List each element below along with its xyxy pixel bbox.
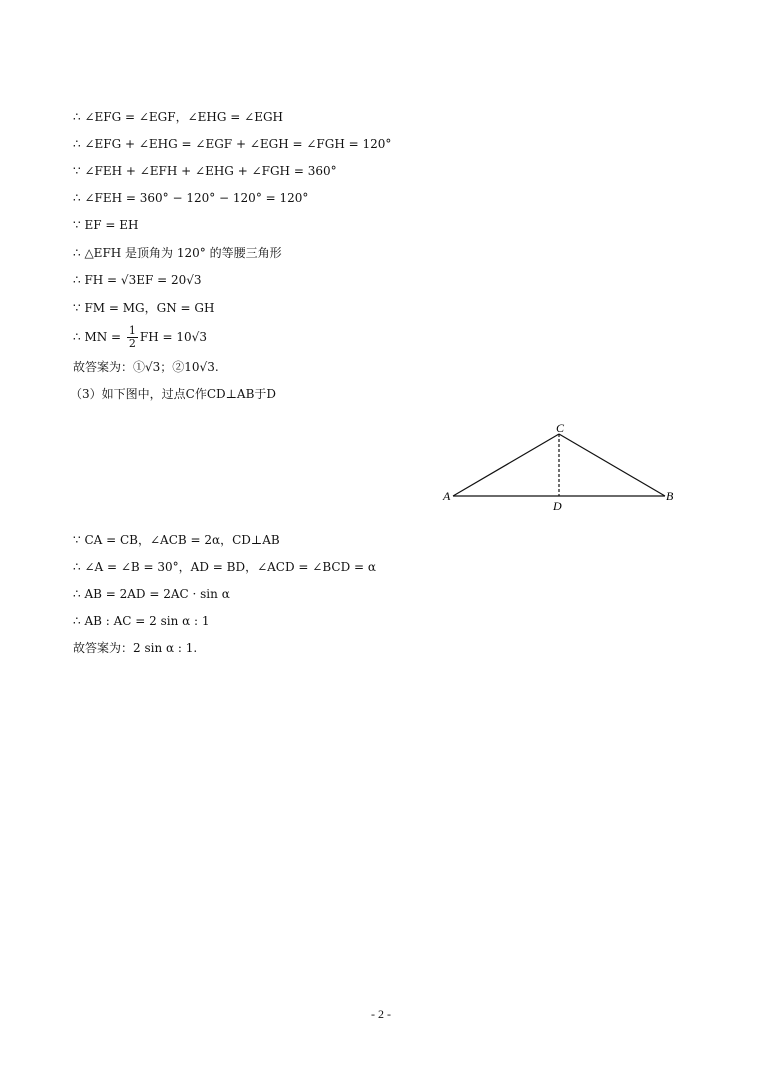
- part3-heading: （3）如下图中，过点C作CD⊥AB于D: [70, 387, 277, 401]
- mn-suffix: FH = 10√3: [139, 330, 207, 344]
- page-number: - 2 -: [371, 1007, 391, 1021]
- fraction-numerator: 1: [128, 324, 136, 337]
- proof-line-7: ∴ FH = √3EF = 20√3: [73, 273, 202, 287]
- proof2-line-2: ∴ ∠A = ∠B = 30°，AD = BD，∠ACD = ∠BCD = α: [73, 560, 376, 574]
- proof-line-8: ∵ FM = MG，GN = GH: [73, 301, 215, 315]
- label-d: D: [553, 499, 562, 513]
- side-ac: [453, 434, 559, 496]
- label-a: A: [443, 489, 451, 503]
- proof-line-5: ∵ EF = EH: [73, 218, 139, 232]
- mn-prefix: ∴ MN =: [73, 330, 125, 344]
- proof2-line-1: ∵ CA = CB，∠ACB = 2α，CD⊥AB: [73, 533, 280, 547]
- proof2-line-4: ∴ AB : AC = 2 sin α : 1: [73, 614, 210, 628]
- label-b: B: [666, 489, 674, 503]
- proof-line-mn: [73, 322, 207, 352]
- proof-line-2: ∴ ∠EFG + ∠EHG = ∠EGF + ∠EGH = ∠FGH = 120°: [73, 137, 392, 151]
- proof2-line-3: ∴ AB = 2AD = 2AC · sin α: [73, 587, 230, 601]
- proof-line-4: ∴ ∠FEH = 360° − 120° − 120° = 120°: [73, 191, 309, 205]
- proof-line-1: ∴ ∠EFG = ∠EGF，∠EHG = ∠EGH: [73, 110, 284, 124]
- proof-line-3: ∵ ∠FEH + ∠EFH + ∠EHG + ∠FGH = 360°: [73, 164, 337, 178]
- label-c: C: [556, 421, 565, 435]
- proof-line-6: ∴ △EFH 是顶角为 120° 的等腰三角形: [73, 246, 282, 260]
- triangle-diagram: [435, 418, 685, 518]
- fraction-one-half: [127, 325, 138, 350]
- side-cb: [559, 434, 665, 496]
- answer-line-2: 故答案为：2 sin α : 1.: [73, 641, 198, 655]
- fraction-denominator: 2: [128, 337, 136, 350]
- answer-line-1: 故答案为：①√3；②10√3.: [73, 360, 219, 374]
